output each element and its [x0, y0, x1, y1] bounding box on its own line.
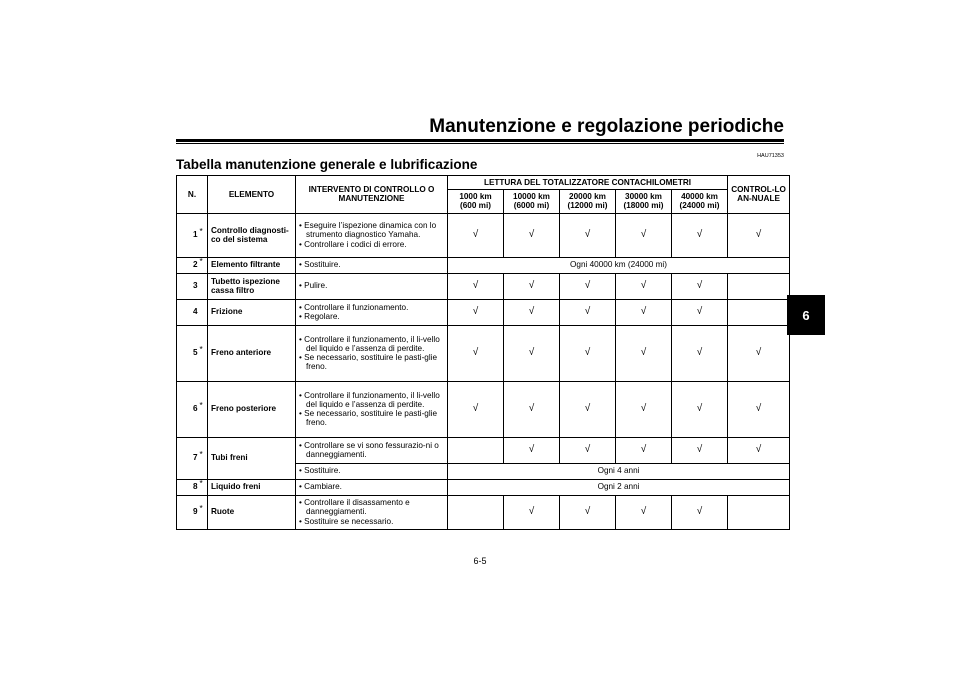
header-rule-thin [176, 143, 784, 144]
action-item: • Controllare se vi sono fessurazio-ni o danneggiamenti. [299, 441, 444, 459]
star-mark [199, 257, 208, 273]
interval-km: 1000 km [459, 192, 492, 202]
star-mark [199, 381, 208, 437]
star-symbol: * [199, 227, 203, 237]
check-mark: √ [672, 299, 728, 325]
check-mark: √ [504, 325, 560, 381]
action-item: • Controllare il funzionamento, il li-vello del liquido e l’assenza di perdite. [299, 391, 444, 409]
row-actions [296, 299, 448, 325]
star-mark [199, 495, 208, 529]
row-number: 5 [177, 325, 199, 381]
row-actions [296, 381, 448, 437]
header-row [177, 176, 790, 190]
star-mark [199, 213, 208, 257]
page-number: 6-5 [473, 556, 487, 566]
interval-mi: (24000 mi) [679, 201, 720, 211]
empty-cell [728, 273, 790, 299]
row-element: Controllo diagnosti-co del sistema [208, 213, 296, 257]
row-number: 9 [177, 495, 199, 529]
action-item: • Sostituire se necessario. [299, 517, 444, 526]
check-mark: √ [560, 437, 616, 463]
row-actions [296, 273, 448, 299]
check-mark: √ [448, 273, 504, 299]
star-symbol: * [199, 479, 203, 489]
empty-cell [448, 437, 504, 463]
row-actions [296, 437, 448, 463]
action-item: • Pulire. [299, 281, 444, 290]
interval-km: 20000 km [569, 192, 606, 202]
star-mark-empty [199, 299, 208, 325]
interval-text: Ogni 4 anni [448, 463, 790, 479]
reference-code: HAU71353 [757, 153, 784, 159]
check-mark: √ [672, 213, 728, 257]
action-item: • Regolare. [299, 312, 444, 321]
page-header-title: Manutenzione e regolazione periodiche [429, 116, 784, 137]
row-element: Tubi freni [208, 437, 296, 479]
interval-header [560, 190, 616, 213]
row-number: 6 [177, 381, 199, 437]
action-item: • Se necessario, sostituire le pasti-glie freno. [299, 409, 444, 427]
check-mark: √ [616, 273, 672, 299]
row-actions [296, 463, 448, 479]
row-element: Freno anteriore [208, 325, 296, 381]
check-mark: √ [504, 437, 560, 463]
interval-header [672, 190, 728, 213]
interval-header [616, 190, 672, 213]
row-number: 8 [177, 479, 199, 495]
star-symbol: * [199, 450, 203, 460]
interval-mi: (18000 mi) [623, 201, 664, 211]
check-mark: √ [560, 381, 616, 437]
interval-mi: (6000 mi) [513, 201, 550, 211]
table-row [177, 381, 790, 437]
check-mark: √ [616, 437, 672, 463]
table-row [177, 325, 790, 381]
row-actions [296, 479, 448, 495]
row-number: 3 [177, 273, 199, 299]
star-mark-empty [199, 273, 208, 299]
row-actions [296, 257, 448, 273]
check-mark: √ [672, 273, 728, 299]
check-mark: √ [616, 213, 672, 257]
star-mark [199, 325, 208, 381]
check-mark: √ [616, 299, 672, 325]
interval-header [448, 190, 504, 213]
check-mark: √ [616, 495, 672, 529]
check-mark: √ [448, 213, 504, 257]
action-item: • Cambiare. [299, 482, 444, 491]
check-mark: √ [560, 273, 616, 299]
star-symbol: * [199, 504, 203, 514]
empty-cell [728, 299, 790, 325]
header-element: ELEMENTO [208, 176, 296, 214]
check-mark: √ [448, 381, 504, 437]
row-element: Ruote [208, 495, 296, 529]
check-mark: √ [728, 381, 790, 437]
check-mark: √ [728, 437, 790, 463]
table-row [177, 257, 790, 273]
row-element: Elemento filtrante [208, 257, 296, 273]
row-actions [296, 495, 448, 529]
check-mark: √ [616, 381, 672, 437]
header-rule [176, 139, 784, 142]
action-item: • Eseguire l’ispezione dinamica con lo strumento diagnostico Yamaha. [299, 221, 444, 239]
row-number: 7 [177, 437, 199, 479]
chapter-tab: 6 [787, 295, 825, 335]
check-mark: √ [672, 437, 728, 463]
check-mark: √ [728, 213, 790, 257]
maintenance-table [176, 175, 790, 530]
action-item: • Controllare il funzionamento. [299, 303, 444, 312]
check-mark: √ [504, 495, 560, 529]
row-element: Tubetto ispezione cassa filtro [208, 273, 296, 299]
star-symbol: * [199, 401, 203, 411]
check-mark: √ [560, 299, 616, 325]
action-item: • Controllare i codici di errore. [299, 240, 444, 249]
check-mark: √ [560, 325, 616, 381]
check-mark: √ [448, 325, 504, 381]
star-symbol: * [199, 345, 203, 355]
check-mark: √ [504, 213, 560, 257]
action-item: • Sostituire. [299, 466, 444, 475]
row-element: Frizione [208, 299, 296, 325]
check-mark: √ [448, 299, 504, 325]
row-number: 1 [177, 213, 199, 257]
row-number: 4 [177, 299, 199, 325]
table-row [177, 479, 790, 495]
action-item: • Controllare il funzionamento, il li-vello del liquido e l’assenza di perdite. [299, 335, 444, 353]
table-row [177, 213, 790, 257]
header-num: N. [177, 176, 208, 214]
action-item: • Controllare il disassamento e danneggiamenti. [299, 498, 444, 516]
interval-header [504, 190, 560, 213]
check-mark: √ [560, 213, 616, 257]
table-row [177, 495, 790, 529]
star-symbol: * [199, 257, 203, 267]
star-mark [199, 479, 208, 495]
interval-mi: (600 mi) [460, 201, 491, 211]
interval-text: Ogni 2 anni [448, 479, 790, 495]
header-action: INTERVENTO DI CONTROLLO O MANUTENZIONE [296, 176, 448, 214]
interval-km: 10000 km [513, 192, 550, 202]
section-title: Tabella manutenzione generale e lubrificazione [176, 157, 478, 172]
table-row [177, 273, 790, 299]
empty-cell [728, 495, 790, 529]
check-mark: √ [504, 299, 560, 325]
star-mark [199, 437, 208, 479]
header-annual: CONTROL-LO AN-NUALE [728, 176, 790, 214]
table-row [177, 437, 790, 463]
check-mark: √ [504, 273, 560, 299]
row-element: Freno posteriore [208, 381, 296, 437]
header-odometer: LETTURA DEL TOTALIZZATORE CONTACHILOMETRI [448, 176, 728, 190]
row-element: Liquido freni [208, 479, 296, 495]
check-mark: √ [504, 381, 560, 437]
check-mark: √ [672, 325, 728, 381]
table-row [177, 299, 790, 325]
action-item: • Sostituire. [299, 260, 444, 269]
action-item: • Se necessario, sostituire le pasti-glie freno. [299, 353, 444, 371]
check-mark: √ [672, 381, 728, 437]
check-mark: √ [616, 325, 672, 381]
check-mark: √ [728, 325, 790, 381]
check-mark: √ [672, 495, 728, 529]
row-actions [296, 213, 448, 257]
interval-mi: (12000 mi) [567, 201, 608, 211]
row-actions [296, 325, 448, 381]
empty-cell [448, 495, 504, 529]
interval-km: 40000 km [681, 192, 718, 202]
check-mark: √ [560, 495, 616, 529]
row-number: 2 [177, 257, 199, 273]
interval-text: Ogni 40000 km (24000 mi) [448, 257, 790, 273]
interval-km: 30000 km [625, 192, 662, 202]
